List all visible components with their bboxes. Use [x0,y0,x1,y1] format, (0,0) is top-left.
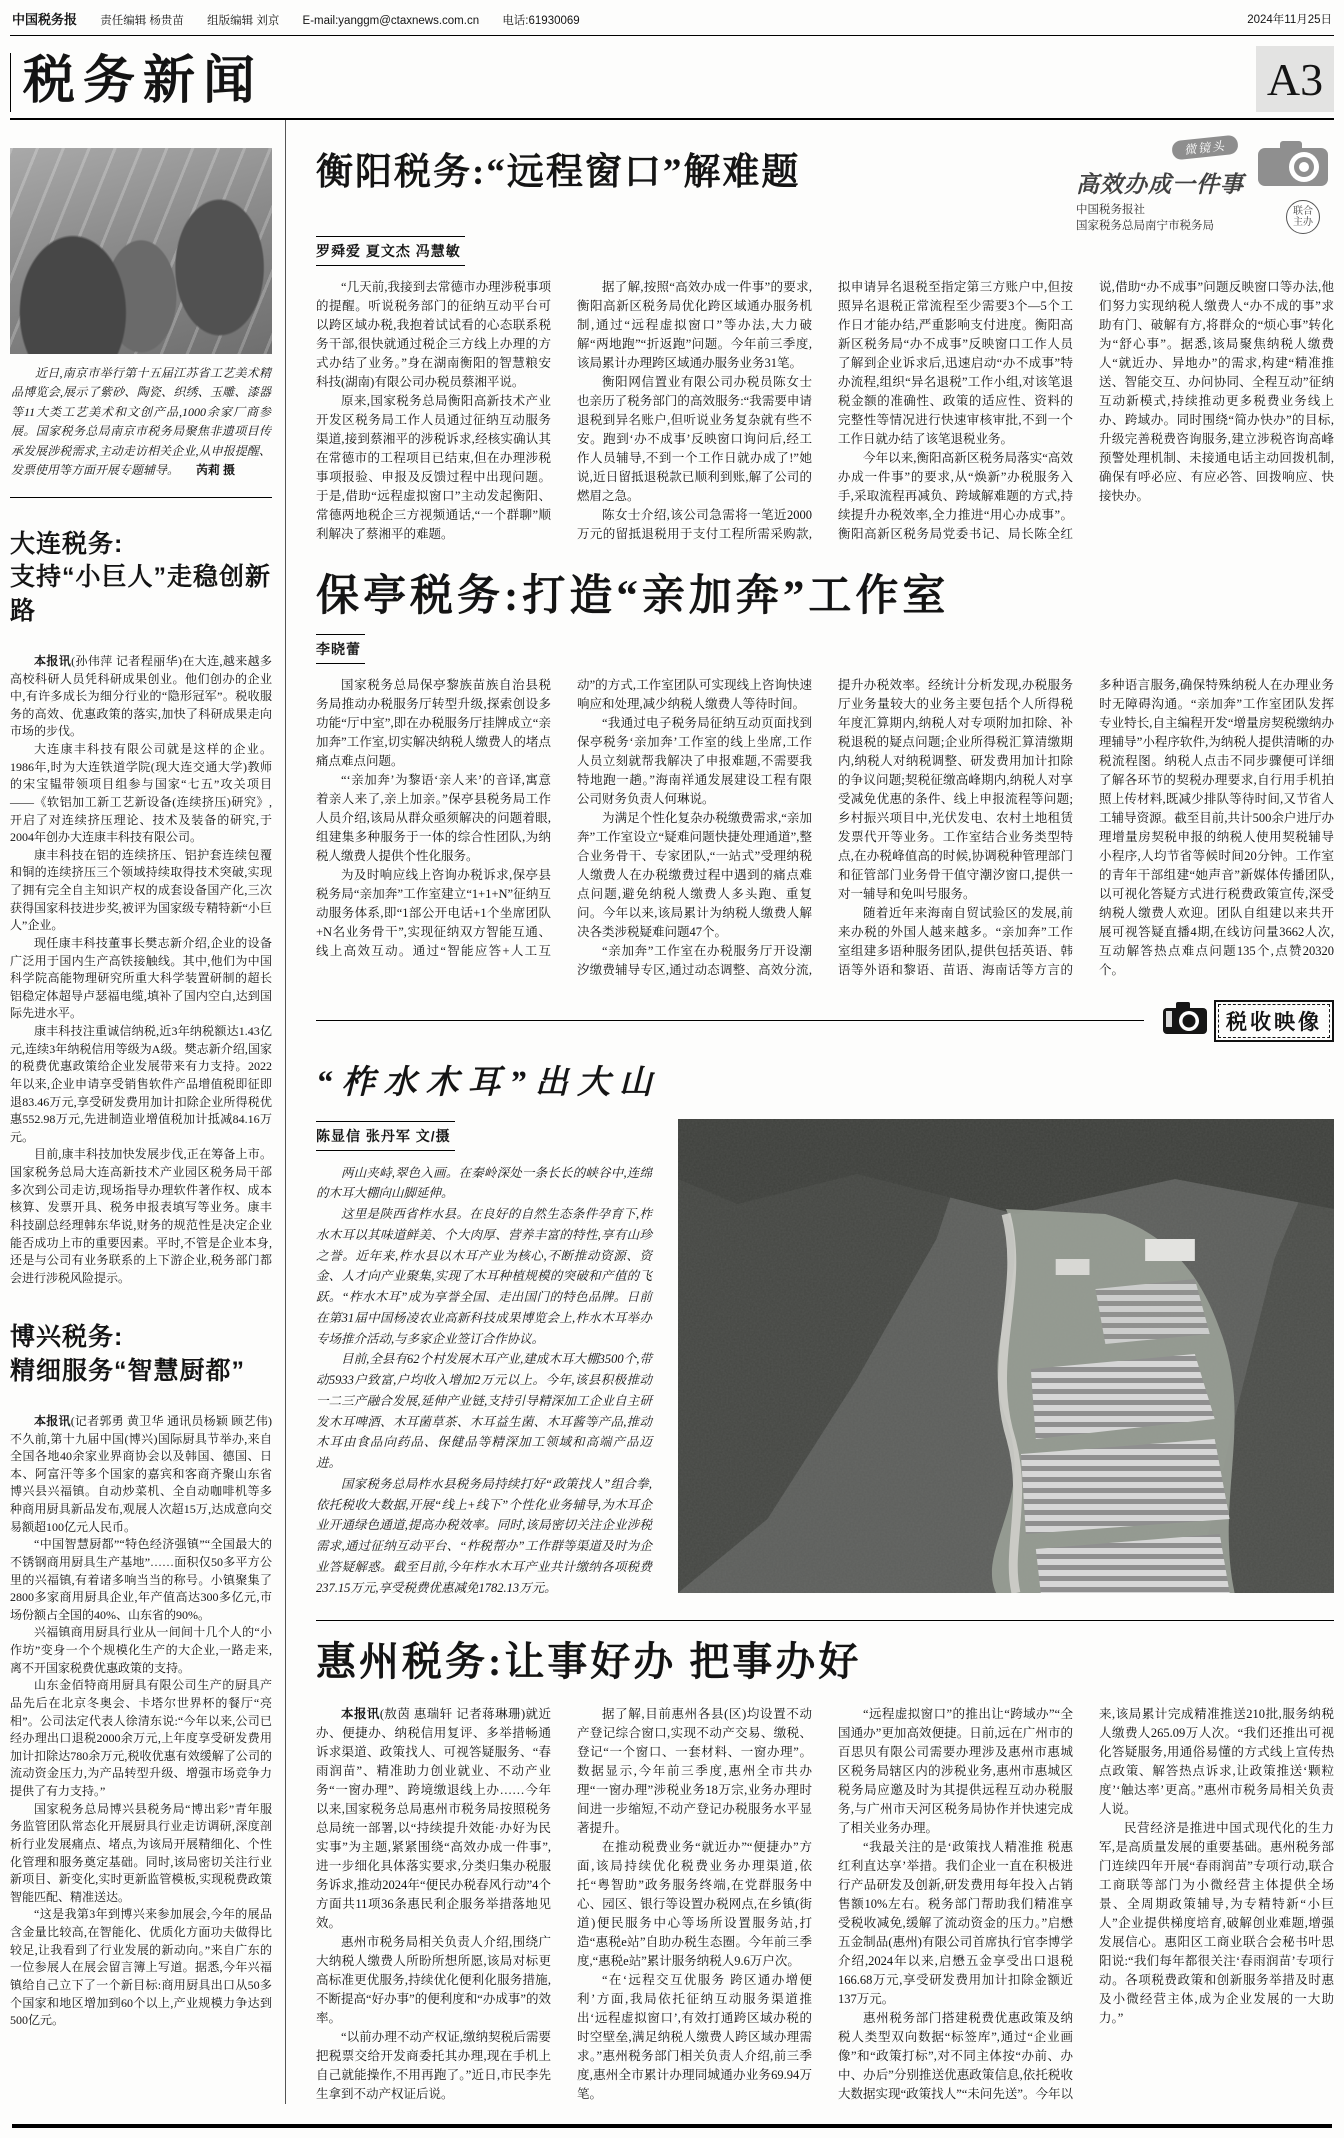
boxing-headline [10,1321,272,1389]
article-paragraph: 原来,国家税务总局衡阳高新技术产业开发区税务局工作人员通过征纳互动服务渠道,接到蔡湘平的涉税诉求,经核实确认其在常德市的工程项目已结束,但在办理涉税事项报验、申报及反馈过程中出现问题。于是,借助“远程虚拟窗口”主动发起衡阳、常德两地税企三方视频通话,“一个群聊”顺利解决了蔡湘平的难题。 [316,394,551,542]
photo-credit: 芮莉 摄 [196,463,236,478]
article-paragraph: 据了解,目前惠州各县(区)均设置不动产登记综合窗口,实现不动产交易、缴税、登记“一个窗口、一套材料、一窗办理”。数据显示,今年前三季度,惠州全市共办理“一窗办理”涉税业务18万宗,业务办理时间进一步缩短,不动产登记办税服务水平显著提升。 [577,1707,812,1836]
page-number: A3 [1256,46,1334,112]
hengyang-headline: 衡阳税务:“远程窗口”解难题 [316,152,801,193]
duty-editor: 责任编辑 杨贵苗 [100,15,184,27]
hengyang-body [316,278,1334,544]
article-dalian [10,528,272,1288]
hengyang-header [316,136,1334,234]
article-paragraph: “以前办理不动产权证,缴纳契税后需要把税票交给开发商委托其办理,现在手机上自己就能操作,不用再跑了。”近日,市民李先生拿到不动产权证后说。 [316,2030,551,2102]
page-title: 税务新闻 [10,53,263,112]
baoting-body [316,676,1334,980]
divider-line [316,1020,1144,1021]
paper-name: 中国税务报 [12,12,78,27]
article-paragraph: 山东金佰特商用厨具有限公司生产的厨具产品先后在北京冬奥会、卡塔尔世界杯的餐厅“亮相”。公司法定代表人徐清东说:“今年以来,公司已经办理出口退税2000余万元,上年度享受研发费用加计扣除达780余万元,税收优惠有效缓解了公司的流动资金压力,为产品转型升级、增强市场竞争力提供了有力支持。” [10,1678,272,1798]
hengyang-byline: 罗舜爱 夏文杰 冯慧敏 [316,236,465,266]
photo-caption [11,364,271,481]
article-huizhou [316,1639,1334,2104]
badge-title: 高效办成一件事 [1076,171,1244,197]
article-paragraph: 在推动税费业务“就近办”“便捷办”方面,该局持续优化税费业务办理渠道,依托“粤智助”政务服务终端,在党群服务中心、园区、银行等设置办税网点,在乡镇(街道)便民服务中心等场所设置服务站,打造“惠税e站”自助办税生态圈。今年前三季度,“惠税e站”累计服务纳税人9.6万户次。 [577,1840,812,1969]
boxing-headline-line1: 博兴税务: [10,1323,124,1352]
zhashui-headline: “柞水木耳”出大山 [316,1064,661,1101]
page-content [10,120,1334,2104]
article-paragraph: 康丰科技在铝的连续挤压、铝护套连续包覆和铜的连续挤压三个领域持续取得技术突破,实现了拥有完全自主知识产权的成套设备国产化,三次获得国家科技进步奖,被评为国家级专精特新“小巨人”企业。 [10,847,272,933]
article-paragraph: 惠州市税务局相关负责人介绍,围绕广大纳税人缴费人所盼所想所愿,该局对标更高标准更优服务,持续优化便利化服务措施,不断提高“好办事”的便利度和“办成事”的效率。 [316,1935,551,2026]
huizhou-body [316,1705,1334,2104]
baoting-byline: 李晓蕾 [316,634,365,664]
article-paragraph: 民营经济是推进中国式现代化的生力军,是高质量发展的重要基础。惠州税务部门连续四年开展“春雨润苗”专项行动,联合工商联等部门为小微经营主体提供全场景、全周期政策辅导,为专精特新“小巨人”企业提供梯度培育,破解创业难题,增强发展信心。惠阳区工商业联合会秘书叶思阳说:“我们每年都很关注‘春雨润苗’专项行动。各项税费政策和创新服务举措及时惠及小微经营主体,成为企业发展的一大助力。” [1099,1821,1334,2026]
gaoxiao-banshi-badge [1076,136,1334,234]
photo-caption-text: 近日,南京市举行第十五届江苏省工艺美术精品博览会,展示了紫砂、陶瓷、织绣、玉雕、漆器等11大类工艺美术和文创产品,1000余家厂商参展。国家税务总局南京市税务局聚焦非遗项目传承发展涉税需求,主动走访相关企业,从申报提醒、发票使用等方面开展专题辅导。 [11,366,271,478]
dalian-headline-line1: 大连税务: [10,529,124,558]
main-column [285,120,1334,2104]
divider [316,1620,1334,1621]
badge-org2: 国家税务总局南宁市税务局 [1076,220,1214,233]
layout-editor: 组版编辑 刘京 [207,15,280,27]
article-paragraph: 本报讯(记者郭勇 黄卫华 通讯员杨颖 顾艺伟)不久前,第十九届中国(博兴)国际厨具节举办,来自全国各地40余家业界商协会以及韩国、德国、日本、阿富汗等多个国家的嘉宾和客商齐聚山东省博兴县兴福镇。自动炒菜机、全自动咖啡机等多种商用厨具新品发布,观展人次超15万,达成意向交易额超100亿元人民币。 [10,1413,272,1534]
article-paragraph: 今年以来,衡阳高新区税务局落实“高效办成一件事”的要求,从“焕新”办税服务入手,采取流程再减负、跨域解难题的方式,持续提升办税效率,全力推进“用心办成事”。衡阳高新区税务局党委书记、局长陈全红说,借助“办不成事”问题反映窗口等办法,他们努力实现纳税人缴费人“办不成的事”求助有门、破解有方,将群众的“烦心事”转化为“舒心事”。据悉,该局聚焦纳税人缴费人“就近办、异地办”的需求,构建“精准推送、智能交互、办问协同、全程互动”征纳互动新模式,持续推动更多税费业务线上办、跨域办。同时围绕“简办快办”的目标,升级完善税费咨询服务,建立涉税咨询高峰预警处理机制、未接通电话主动回拨机制,确保有呼必应、有应必答、回拨响应、快接快办。 [838,280,1334,542]
badge-seal-top: 联合 [1293,205,1313,217]
camera-icon [1254,136,1332,193]
article-paragraph: “‘亲加奔’为黎语‘亲人来’的音译,寓意着亲人来了,亲上加亲。”保亭县税务局工作人员介绍,该局从群众亟须解决的问题着眼,组建集多种服务于一体的综合性团队,为纳税人缴费人提供个性化服务。 [316,772,551,863]
article-paragraph: “远程虚拟窗口”的推出让“跨域办”“全国通办”更加高效便捷。日前,远在广州市的百思贝有限公司需要办理涉及惠州市惠城区税务局辖区内的涉税业务,惠州市惠城区税务局应邀及时为其提供远程互动办税服务,与广州市天河区税务局协作并快速完成了相关业务办理。 [838,1707,1073,1836]
article-zhashui [316,1056,1334,1599]
zhashui-valley-photo [678,1119,1334,1593]
article-paragraph: “我最关注的是‘政策找人精准推 税惠红利直达享’举措。我们企业一直在积极进行产品研发及创新,研发费用每年投入占销售额10%左右。税务部门帮助我们精准享受税收减免,缓解了流动资金的压力。”启懋五金制品(惠州)有限公司首席执行官李博学介绍,2024年以来,启懋五金享受出口退税166.68万元,享受研发费用加计扣除金额近137万元。 [838,1840,1073,2007]
section-header [10,36,1334,120]
dalian-headline [10,528,272,629]
article-paragraph: “亲加奔”工作室在办税服务厅开设潮汐缴费辅导专区,通过动态调整、高效分流,提升办税效率。经统计分析发现,办税服务厅业务量较大的业务主要包括个人所得税年度汇算期内,纳税人对专项附加扣除、补税退税的疑点问题;企业所得税汇算清缴期内,纳税人对纳税调整、研发费用加计扣除的争议问题;契税征缴高峰期内,纳税人对享受减免优惠的条件、线上申报流程等问题;乡村振兴项目中,光伏发电、农村土地租赁发票代开等业务。工作室结合业务类型特点,在办税峰值高的时候,协调税种管理部门和征管部门业务骨干值守潮汐窗口,提供一对一辅导和免叫号服务。 [577,677,1073,977]
article-paragraph: 目前,康丰科技加快发展步伐,正在筹备上市。国家税务总局大连高新技术产业园区税务局干部多次到公司走访,现场指导办理软件著作权、成本核算、发票开具、税务申报表填写等业务。康丰科技副总经理韩东华说,财务的规范性是决定企业能否成功上市的重要因素。平时,不管是企业本身,还是与公司有业务联系的上下游企业,税务部门都会进行涉税风险提示。 [10,1147,272,1285]
article-paragraph: 衡阳网信置业有限公司办税员陈女士也亲历了税务部门的高效服务:“我需要申请退税到异名账户,但听说业务复杂就有些不安。跑到‘办不成事’反映窗口询问后,经工作人员辅导,不到一个工作日就办成了!”她说,近日留抵退税款已顺利到账,解了公司的燃眉之急。 [577,375,812,504]
dalian-body [10,653,272,1288]
article-paragraph: 康丰科技注重诚信纳税,近3年纳税额达1.43亿元,连续3年纳税信用等级为A级。樊志新介绍,国家的税费优惠政策给企业发展带来有力支持。2022年以来,企业申请享受销售软件产品增值税即征即退83.46万元,享受研发费用加计扣除企业所得税优惠552.98万元,先进制造业增值税加计抵减84.16万元。 [10,1024,272,1144]
issue-date: 2024年11月25日 [1247,13,1332,26]
badge-seal-bottom: 主办 [1293,217,1313,229]
article-paragraph: “我通过电子税务局征纳互动页面找到保亭税务‘亲加奔’工作室的线上坐席,工作人员立刻就帮我解决了申报难题,不需要我特地跑一趟。”海南祥通发展建设工程有限公司财务负责人何琳说。 [577,715,812,806]
dalian-headline-line2: 支持“小巨人”走稳创新路 [10,563,272,626]
article-paragraph: 目前,全县有62个村发展木耳产业,建成木耳大棚3500个,带动5933户致富,户均收入增加2万元以上。今年,该县积极推动一二三产融合发展,延伸产业链,支持引导精深加工企业自主研发木耳啤酒、木耳菌草茶、木耳益生菌、木耳酱等产品,推动木耳由食品向药品、保健品等精深加工领域和高端产品迈进。 [316,1352,652,1471]
article-paragraph: 国家税务总局柞水县税务局持续打好“政策找人”组合拳,依托税收大数据,开展“线上+线下”个性化业务辅导,为木耳企业开通绿色通道,提高办税效率。同时,该局密切关注企业涉税需求,通过征纳互动平台、“柞税帮办”工作群等渠道及时为企业答疑解惑。截至目前,今年柞水木耳产业共计缴纳各项税费237.15万元,享受税费优惠减免1782.13万元。 [316,1476,652,1595]
phone: 电话:61930069 [502,15,580,27]
badge-organizers [1076,202,1266,234]
masthead [10,4,1334,36]
shuishou-yingxiang-badge [1162,1000,1334,1042]
article-paragraph: 大连康丰科技有限公司就是这样的企业。1986年,时为大连铁道学院(现大连交通大学)教师的宋宝韫带领项目组参与国家“七五”攻关项目——《软铝加工新工艺新设备(连续挤压)研究》,开启了对连续挤压理论、技术及装备的研究,于2004年创办大连康丰科技有限公司。 [10,742,272,845]
boxing-body [10,1413,272,2030]
article-paragraph: 为满足个性化复杂办税缴费需求,“亲加奔”工作室设立“疑难问题快捷处理通道”,整合业务骨干、专家团队,“一站式”受理纳税人缴费人在办税缴费过程中遇到的痛点难点问题,避免纳税人缴费人多头跑、重复问。今年以来,该局累计为纳税人缴费人解决各类涉税疑难问题47个。 [577,810,812,939]
article-hengyang [316,136,1334,544]
article-paragraph: “这是我第3年到博兴来参加展会,今年的展品含金量比较高,在智能化、优质化方面功夫做得比较足,让我看到了行业发展的新动向。”来自广东的一位参展人在展会留言簿上写道。据悉,今年兴福镇给自己立下了一个新目标:商用厨具出口从50多个国家和地区增加到60个以上,产业规模力争达到500亿元。 [10,1907,272,2028]
article-paragraph: 国家税务总局保亭黎族苗族自治县税务局推动办税服务厅转型升级,探索创设多功能“厅中室”,即在办税服务厅挂牌成立“亲加奔”工作室,切实解决纳税人缴费人的堵点痛点难点问题。 [316,677,551,768]
article-boxing [10,1321,272,2029]
baoting-headline: 保亭税务:打造“亲加奔”工作室 [316,573,950,621]
bottom-rule [12,2124,1332,2138]
divider [10,497,272,498]
masthead-info [12,9,600,28]
camera-icon [1162,1001,1208,1040]
article-paragraph: 现任康丰科技董事长樊志新介绍,企业的设备广泛用于国内生产高铁接触线。其中,他们为中国科学院高能物理研究所重大科学装置研制的超长铝稳定体超导卢瑟福电缆,填补了国内空白,达到国际先进水平。 [10,935,272,1021]
zhashui-body [316,1163,652,1599]
article-paragraph: 据了解,按照“高效办成一件事”的要求,衡阳高新区税务局优化跨区域通办服务机制,通过“远程虚拟窗口”等办法,大力破解“两地跑”“折返跑”问题。今年前三季度,该局累计办理跨区域通办服务业务31笔。 [577,280,812,371]
article-baoting [316,572,1334,1041]
email: E-mail:yanggm@ctaxnews.com.cn [302,15,480,27]
zhashui-byline: 陈显信 张丹军 文/摄 [316,1121,455,1151]
article-paragraph: 本报讯(孙伟萍 记者程丽华)在大连,越来越多高校科研人员凭科研成果创业。他们创办的企业中,有许多成长为细分行业的“隐形冠军”。税收服务的高效、优惠政策的落实,加快了科研成果走向市场的步伐。 [10,653,272,739]
yingxiang-label: 税收映像 [1214,1000,1334,1042]
left-column [10,120,272,2104]
article-paragraph: 陈女士介绍,该公司急需将一笔近2000万元的留抵退税用于支付工程所需采购款,拟申请异名退税至指定第三方账户中,但按照异名退税正常流程至少需要3个—5个工作日才能办结,严重影响支付进度。衡阳高新区税务局“办不成事”反映窗口工作人员了解到企业诉求后,迅速启动“办不成事”特办流程,组织“异名退税”工作小组,对该笔退税金额的准确性、政策的适应性、资料的完整性等情况进行快速审核审批,不到一个工作日就办结了该笔退税业务。 [577,280,1073,542]
zhashui-text [316,1119,652,1599]
boxing-headline-line2: 精细服务“智慧厨都” [10,1357,246,1386]
article-paragraph: 随着近年来海南自贸试验区的发展,前来办税的外国人越来越多。“亲加奔”工作室组建多语种服务团队,提供包括英语、韩语等外语和黎语、苗语、海南话等方言的多种语言服务,确保特殊纳税人在办理业务时无障碍沟通。“亲加奔”工作室团队发挥专业特长,自主编程开发“增量房契税缴纳办理辅导”小程序软件,为纳税人提供清晰的办税流程图。纳税人点击不同步骤便可详细了解各环节的契税办理要求,自行用手机拍照上传材料,既减少排队等待时间,又节省人工辅导资源。截至目前,共计500余户进厅办理增量房契税申报的纳税人使用契税辅导小程序,人均节省等候时间20分钟。工作室的青年干部组建“她声音”新媒体传播团队,以可视化答疑方式进行税费政策宣传,深受纳税人缴费人欢迎。团队自组建以来共开展可视答疑直播4期,在线访问量3662人次,互动解答热点难点问题135个,点赞20320个。 [838,677,1334,977]
article-paragraph: “在‘远程交互优服务 跨区通办增便利’方面,我局依托征纳互动服务渠道推出‘远程虚拟窗口’,有效打通跨区域办税的时空壁垒,满足纳税人缴费人跨区域办理需求。”惠州税务部门相关负责人介绍,前三季度,惠州全市累计办理同城通办业务69.94万笔。 [577,1973,812,2102]
badge-ribbon: 微镜头 [1171,135,1239,161]
huizhou-headline: 惠州税务:让事好办 把事办好 [316,1639,862,1685]
article-paragraph: 这里是陕西省柞水县。在良好的自然生态条件孕育下,柞水木耳以其味道鲜美、个大肉厚、营养丰富的特性,享有山珍之誉。近年来,柞水县以木耳产业为核心,不断推动资源、资金、人才向产业聚集,实现了木耳种植规模的突破和产值的飞跃。“柞水木耳”成为享誉全国、走出国门的特色品牌。日前在第31届中国杨凌农业高新科技成果博览会上,柞水木耳举办专场推介活动,与多家企业签订合作协议。 [316,1207,652,1346]
shuishou-divider [316,1000,1334,1042]
article-paragraph: 本报讯(敖茵 惠瑞轩 记者蒋琳珊)就近办、便捷办、纳税信用复评、多举措畅通诉求渠道、政策找人、可视答疑服务、“春雨润苗”、精准助力创业就业、不动产业务“一窗办理”、跨境缴退线上办……今年以来,国家税务总局惠州市税务局按照税务总局统一部署,以“持续提升效能·办好为民实事”为主题,紧紧围绕“高效办成一件事”,进一步细化具体落实要求,分类归集办税服务诉求,推动2024年“便民办税春风行动”4个方面共11项36条惠民利企服务举措落地见效。 [316,1707,551,1931]
badge-seal [1286,200,1320,234]
badge-org1: 中国税务报社 [1076,204,1145,216]
article-paragraph: 兴福镇商用厨具行业从一间间十几个人的“小作坊”变身一个个规模化生产的大企业,一路走来,离不开国家税费优惠政策的支持。 [10,1625,272,1675]
zhashui-content [316,1119,1334,1599]
article-paragraph: 两山夹峙,翠色入画。在秦岭深处一条长长的峡谷中,连绵的木耳大棚向山脚延伸。 [316,1165,652,1201]
article-paragraph: 为及时响应线上咨询办税诉求,保亭县税务局“亲加奔”工作室建立“1+1+N”征纳互动服务体系,即“1部公开电话+1个坐席团队+N名业务骨干”,实现征纳双方智能互通、线上高效互动。通过“智能应答+人工互动”的方式,工作室团队可实现线上咨询快速响应和处理,减少纳税人缴费人等待时间。 [316,677,812,958]
article-paragraph: 国家税务总局博兴县税务局“博出彩”青年服务监管团队常态化开展厨具行业走访调研,深度剖析行业发展痛点、堵点,为该局开展精细化、个性化管理和服务奠定基础。同时,该局密切关注行业新项目、新变化,实时更新监管模板,实现税费政策智能匹配、精准送达。 [10,1801,272,1904]
article-paragraph: “几天前,我接到去常德市办理涉税事项的提醒。听说税务部门的征纳互动平台可以跨区域办税,我抱着试试看的心态联系税务干部,很快就通过税企三方线上办理的方式办结了业务。”身在湖南衡阳的智慧粮安科技(湖南)有限公司办税员蔡湘平说。 [316,280,551,390]
article-paragraph: 惠州税务部门搭建税费优惠政策及纳税人类型双向数据“标签库”,通过“企业画像”和“政策打标”,对不同主体按“办前、办中、办后”分别推送优惠政策信息,依托税收大数据实现“政策找人”“未问先送”。今年以来,该局累计完成精准推送210批,服务纳税人缴费人265.09万人次。“我们还推出可视化答疑服务,用通俗易懂的方式线上宣传热点政策、解答热点诉求,让政策推送‘颗粒度’‘触达率’更高。”惠州市税务局相关负责人说。 [838,1707,1334,2102]
workshop-photo [10,148,272,354]
article-paragraph: “中国智慧厨都”“特色经济强镇”“全国最大的不锈钢商用厨具生产基地”……面积仅50多平方公里的兴福镇,有着诸多响当当的称号。小镇聚集了2800多家商用厨具企业,年产值高达300多亿元,市场份额占全国的40%、山东省的90%。 [10,1537,272,1622]
